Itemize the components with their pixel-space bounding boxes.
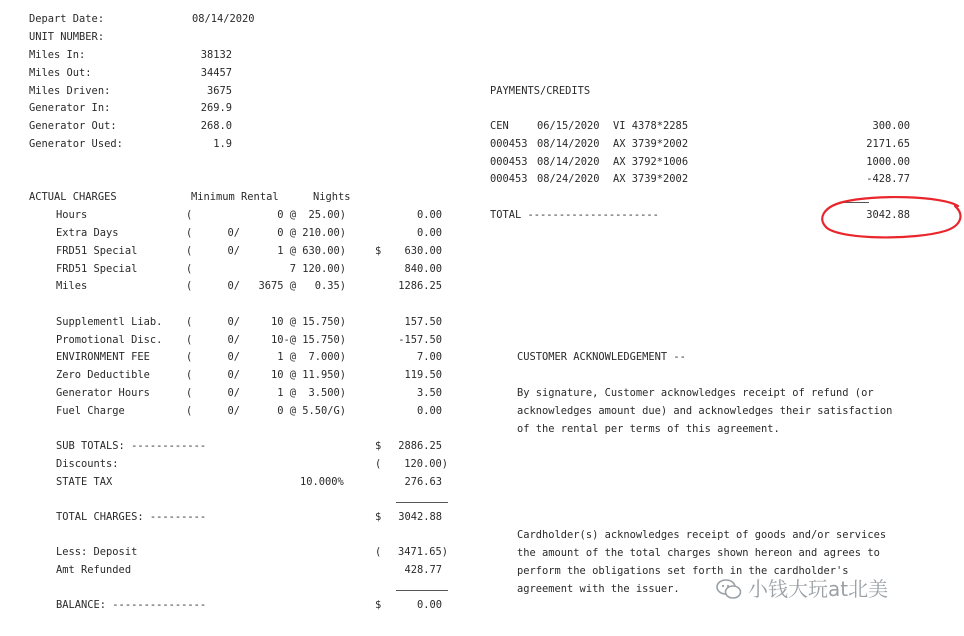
charge-label: Fuel Charge — [56, 405, 125, 417]
charge-qty-b: 3675 @ — [258, 280, 296, 292]
balance-label: BALANCE: --------------- — [56, 599, 207, 611]
payment-amount: 2171.65 — [866, 138, 910, 150]
generator-out-value: 268.0 — [200, 120, 232, 132]
charge-qty-a: 0/ — [227, 334, 240, 346]
payments-total-value: 3042.88 — [866, 209, 910, 221]
depart-date-value: 08/14/2020 — [192, 13, 255, 25]
payment-date: 08/24/2020 — [537, 173, 600, 185]
generator-out-label: Generator Out: — [29, 120, 117, 132]
depart-date-label: Depart Date: — [29, 13, 105, 25]
charge-amount: 0.00 — [416, 405, 442, 417]
charge-amount: 157.50 — [404, 316, 442, 328]
charge-open-paren: ( — [186, 405, 193, 417]
charge-amount: 0.00 — [416, 209, 442, 221]
charge-open-paren: ( — [186, 369, 193, 381]
charge-label: ENVIRONMENT FEE — [56, 351, 150, 363]
less-deposit-open-paren: ( — [375, 546, 382, 558]
balance-rule — [396, 590, 448, 591]
total-charges-value: 3042.88 — [398, 511, 442, 523]
payment-card: AX 3739*2002 — [613, 173, 689, 185]
payment-date: 06/15/2020 — [537, 120, 600, 132]
balance-dollar: $ — [375, 599, 382, 611]
charge-open-paren: ( — [186, 245, 193, 257]
ack-para2-line: perform the obligations set forth in the cardholder's — [517, 565, 849, 577]
amt-refunded-value: 428.77 — [404, 564, 442, 576]
subtotals-label: SUB TOTALS: ------------ — [56, 440, 207, 452]
payments-heading: PAYMENTS/CREDITS — [490, 85, 591, 97]
payment-amount: 1000.00 — [866, 156, 910, 168]
charge-rate: 25.00) — [308, 209, 346, 221]
charge-rate: 3.500) — [308, 387, 346, 399]
payment-ref: 000453 — [490, 156, 528, 168]
total-charges-label: TOTAL CHARGES: --------- — [56, 511, 207, 523]
state-tax-rate: 10.000% — [300, 476, 344, 488]
subtotals-dollar: $ — [375, 440, 382, 452]
nights-column-header: Nights — [313, 191, 351, 203]
charge-open-paren: ( — [186, 263, 193, 275]
charge-label: Promotional Disc. — [56, 334, 163, 346]
charge-rate: 120.00) — [302, 263, 346, 275]
charge-qty-a: 0/ — [227, 405, 240, 417]
charge-rate: 630.00) — [302, 245, 346, 257]
charge-label: FRD51 Special — [56, 245, 138, 257]
charge-label: Supplementl Liab. — [56, 316, 163, 328]
charge-qty-b: 1 @ — [277, 351, 296, 363]
generator-in-label: Generator In: — [29, 102, 111, 114]
payment-amount: -428.77 — [866, 173, 910, 185]
total-charges-dollar: $ — [375, 511, 382, 523]
state-tax-value: 276.63 — [404, 476, 442, 488]
charge-qty-b: 0 @ — [277, 405, 296, 417]
charge-qty-a: 0/ — [227, 245, 240, 257]
charge-rate: 7.000) — [308, 351, 346, 363]
generator-used-label: Generator Used: — [29, 138, 123, 150]
charge-amount: 1286.25 — [398, 280, 442, 292]
payment-card: VI 4378*2285 — [613, 120, 689, 132]
charge-label: Miles — [56, 280, 88, 292]
discounts-open-paren: ( — [375, 458, 382, 470]
charge-dollar: $ — [375, 245, 382, 257]
payment-card: AX 3792*1006 — [613, 156, 689, 168]
subtotals-value: 2886.25 — [398, 440, 442, 452]
charge-qty-b: 1 @ — [277, 387, 296, 399]
charge-qty-a: 0/ — [227, 369, 240, 381]
payment-card: AX 3739*2002 — [613, 138, 689, 150]
charge-amount: 119.50 — [404, 369, 442, 381]
charge-open-paren: ( — [186, 334, 193, 346]
charge-amount: 840.00 — [404, 263, 442, 275]
charge-qty-a: 0/ — [227, 280, 240, 292]
charge-label: FRD51 Special — [56, 263, 138, 275]
charge-rate: 5.50/G) — [302, 405, 346, 417]
charge-rate: 0.35) — [314, 280, 346, 292]
charge-label: Zero Deductible — [56, 369, 150, 381]
miles-out-value: 34457 — [200, 67, 232, 79]
miles-in-label: Miles In: — [29, 49, 86, 61]
charge-rate: 210.00) — [302, 227, 346, 239]
payment-date: 08/14/2020 — [537, 138, 600, 150]
charge-label: Extra Days — [56, 227, 119, 239]
charge-qty-a: 0/ — [227, 351, 240, 363]
payment-ref: 000453 — [490, 173, 528, 185]
chat-bubbles-icon — [716, 578, 742, 600]
less-deposit-label: Less: Deposit — [56, 546, 138, 558]
state-tax-label: STATE TAX — [56, 476, 113, 488]
less-deposit-value: 3471.65) — [397, 546, 448, 558]
watermark — [716, 578, 888, 600]
charge-qty-b: 10-@ — [270, 334, 296, 346]
charge-qty-b: 10 @ — [270, 369, 296, 381]
charge-amount: 0.00 — [416, 227, 442, 239]
charge-amount: -157.50 — [398, 334, 442, 346]
charge-rate: 11.950) — [302, 369, 346, 381]
charge-amount: 7.00 — [416, 351, 442, 363]
charge-label: Generator Hours — [56, 387, 150, 399]
total-charges-rule — [396, 502, 448, 503]
payment-ref: 000453 — [490, 138, 528, 150]
charge-qty-b: 0 @ — [277, 227, 296, 239]
miles-driven-value: 3675 — [206, 85, 232, 97]
charge-qty-b: 10 @ — [270, 316, 296, 328]
ack-para2-line: the amount of the total charges shown hereon and agrees to — [517, 547, 880, 559]
charge-open-paren: ( — [186, 316, 193, 328]
payment-date: 08/14/2020 — [537, 156, 600, 168]
discounts-value: 120.00) — [404, 458, 448, 470]
ack-para2-line: agreement with the issuer. — [517, 583, 680, 595]
ack-para1-line: By signature, Customer acknowledges receipt of refund (or — [517, 387, 874, 399]
payments-total-label: TOTAL --------------------- — [490, 209, 659, 221]
charge-qty-b: 7 — [289, 263, 296, 275]
charge-open-paren: ( — [186, 227, 193, 239]
ack-para2-line: Cardholder(s) acknowledges receipt of goods and/or services — [517, 529, 887, 541]
charge-open-paren: ( — [186, 209, 193, 221]
charge-qty-b: 0 @ — [277, 209, 296, 221]
charge-rate: 15.750) — [302, 316, 346, 328]
charge-amount: 3.50 — [416, 387, 442, 399]
charge-rate: 15.750) — [302, 334, 346, 346]
discounts-label: Discounts: — [56, 458, 119, 470]
balance-value: 0.00 — [416, 599, 442, 611]
charge-qty-a: 0/ — [227, 316, 240, 328]
payment-amount: 300.00 — [872, 120, 910, 132]
miles-in-value: 38132 — [200, 49, 232, 61]
charge-open-paren: ( — [186, 351, 193, 363]
ack-heading: CUSTOMER ACKNOWLEDGEMENT -- — [517, 351, 686, 363]
hand-drawn-circle-annotation — [815, 193, 964, 243]
charges-heading: ACTUAL CHARGES — [29, 191, 117, 203]
miles-driven-label: Miles Driven: — [29, 85, 111, 97]
miles-out-label: Miles Out: — [29, 67, 92, 79]
payment-ref: CEN — [490, 120, 509, 132]
min-rental-column-header: Minimum Rental — [191, 191, 279, 203]
charge-qty-a: 0/ — [227, 227, 240, 239]
ack-para1-line: acknowledges amount due) and acknowledges their satisfaction — [517, 405, 893, 417]
charge-open-paren: ( — [186, 280, 193, 292]
charge-amount: 630.00 — [404, 245, 442, 257]
ack-para1-line: of the rental per terms of this agreement. — [517, 423, 780, 435]
amt-refunded-label: Amt Refunded — [56, 564, 132, 576]
charge-qty-a: 0/ — [227, 387, 240, 399]
generator-in-value: 269.9 — [200, 102, 232, 114]
watermark-text: 小钱大玩at北美 — [748, 577, 889, 601]
charge-qty-b: 1 @ — [277, 245, 296, 257]
generator-used-value: 1.9 — [213, 138, 232, 150]
unit-number-label: UNIT NUMBER: — [29, 31, 105, 43]
charge-label: Hours — [56, 209, 88, 221]
charge-open-paren: ( — [186, 387, 193, 399]
